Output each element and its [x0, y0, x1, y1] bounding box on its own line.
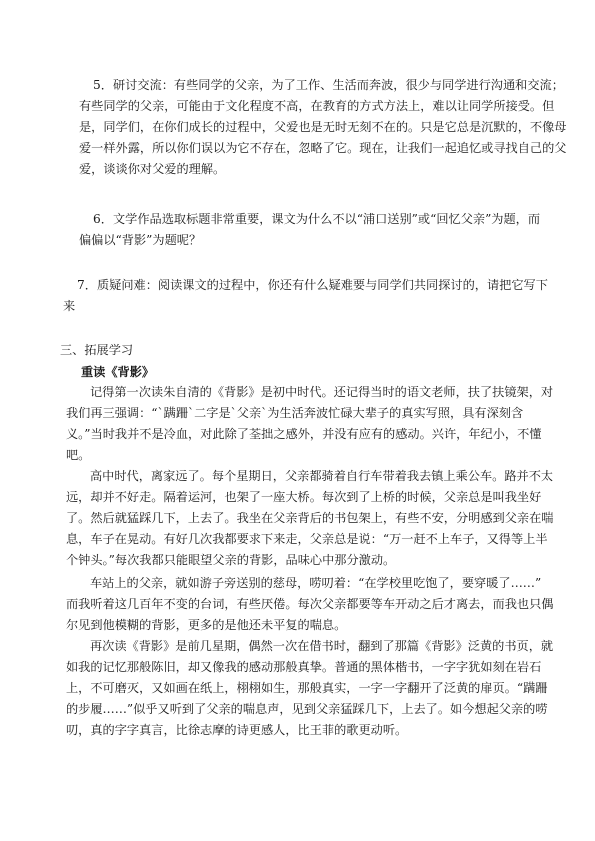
- question-5: [79, 75, 567, 180]
- paragraph-1: [66, 382, 553, 466]
- question-5-line: 爱，谈谈你对父爱的理解。: [79, 162, 226, 176]
- question-6-line: 6．文学作品选取标题非常重要，课文为什么不以“浦口送别”或“回忆父亲”为题，而: [93, 212, 541, 226]
- paragraph-line: 的步履……”似乎又听到了父亲的喘息声，见到父亲猛踩几下，上去了。如今想起父亲的唠: [66, 702, 548, 716]
- paragraph-line: 车站上的父亲，就如游子旁送别的慈母，唠叨着：“在学校里吃饱了，要穿暖了……”: [90, 576, 542, 590]
- question-7: [63, 275, 548, 317]
- paragraph-line: 义。”当时我并不是冷血，对此除了荃拙之感外，并没有应有的感动。兴许，年纪小，不懂: [66, 427, 542, 441]
- paragraph-line: 而我听着这几百年不变的台词，有些厌倦。每次父亲都要等车开动之后才离去，而我也只偶: [66, 597, 554, 611]
- article-title: 重读《背影》: [81, 365, 155, 379]
- paragraph-line: 远，却并不好走。隔着运河，也架了一座大桥。每次到了上桥的时候，父亲总是叫我坐好: [66, 490, 542, 504]
- paragraph-line: 吧。: [66, 448, 91, 462]
- question-5-line: 有些同学的父亲，可能由于文化程度不高，在教育的方式方法上，难以让同学所接受。但: [79, 99, 555, 113]
- section-title: 三、拓展学习: [60, 343, 134, 357]
- paragraph-line: 我们再三强调：“`蹒跚`二字是`父亲`为生活奔波忙碌大辈子的真实写照，具有深刻含: [66, 406, 524, 420]
- paragraph-line: 个钟头。”每次我都只能眼望父亲的背影，品味心中那分激动。: [66, 553, 396, 567]
- paragraph-line: 高中时代，离家远了。每个星期日，父亲都骑着自行车带着我去镇上乘公车。路并不太: [90, 469, 554, 483]
- paragraph-line: 叨，真的字字真言，比徐志摩的诗更感人，比王菲的歌更动听。: [66, 723, 408, 737]
- question-6: [79, 209, 540, 251]
- paragraph-line: 如我的记忆那般陈旧，却又像我的感动那般真挚。普通的黑体楷书，一字字犹如刻在岩石: [66, 660, 542, 674]
- paragraph-3: [66, 573, 554, 636]
- paragraph-line: 上，不可磨灭，又如画在纸上，栩栩如生，那般真实，一字一字翻开了泛黄的扉页。“蹒跚: [66, 681, 548, 695]
- paragraph-line: 记得第一次读朱自清的《背影》是初中时代。还记得当时的语文老师，扶了扶镜架，对: [90, 385, 554, 399]
- question-5-line: 5．研讨交流：有些同学的父亲，为了工作、生活而奔波，很少与同学进行沟通和交流；: [93, 78, 564, 92]
- question-7-line: 来: [63, 299, 76, 313]
- question-7-line: 7．质疑问难：阅读课文的过程中，你还有什么疑难要与同学们共同探讨的，请把它写下: [77, 278, 548, 292]
- question-6-line: 偏偏以“背影”为题呢？: [79, 233, 202, 247]
- paragraph-line: 息，车子在晃动。有好几次我都要求下来走，父亲总是说：“万一赶不上车子，又得等上半: [66, 532, 548, 546]
- paragraph-4: [66, 636, 553, 741]
- question-5-line: 是，同学们，在你们成长的过程中，父爱也是无时无刻不在的。只是它总是沉默的，不像母: [79, 120, 567, 134]
- paragraph-2: [66, 466, 554, 571]
- paragraph-line: 尔见到他模糊的背影，更多的是他还未平复的喘息。: [66, 618, 347, 632]
- paragraph-line: 再次读《背影》是前几星期，偶然一次在借书时，翻到了那篇《背影》泛黄的书页，就: [90, 639, 554, 653]
- question-5-line: 爱一样外露，所以你们误以为它不存在，忽略了它。现在，让我们一起追忆或寻找自己的父: [79, 141, 567, 155]
- paragraph-line: 了。然后就猛踩几下，上去了。我坐在父亲背后的书包架上，有些不安，分明感到父亲在喘: [66, 511, 554, 525]
